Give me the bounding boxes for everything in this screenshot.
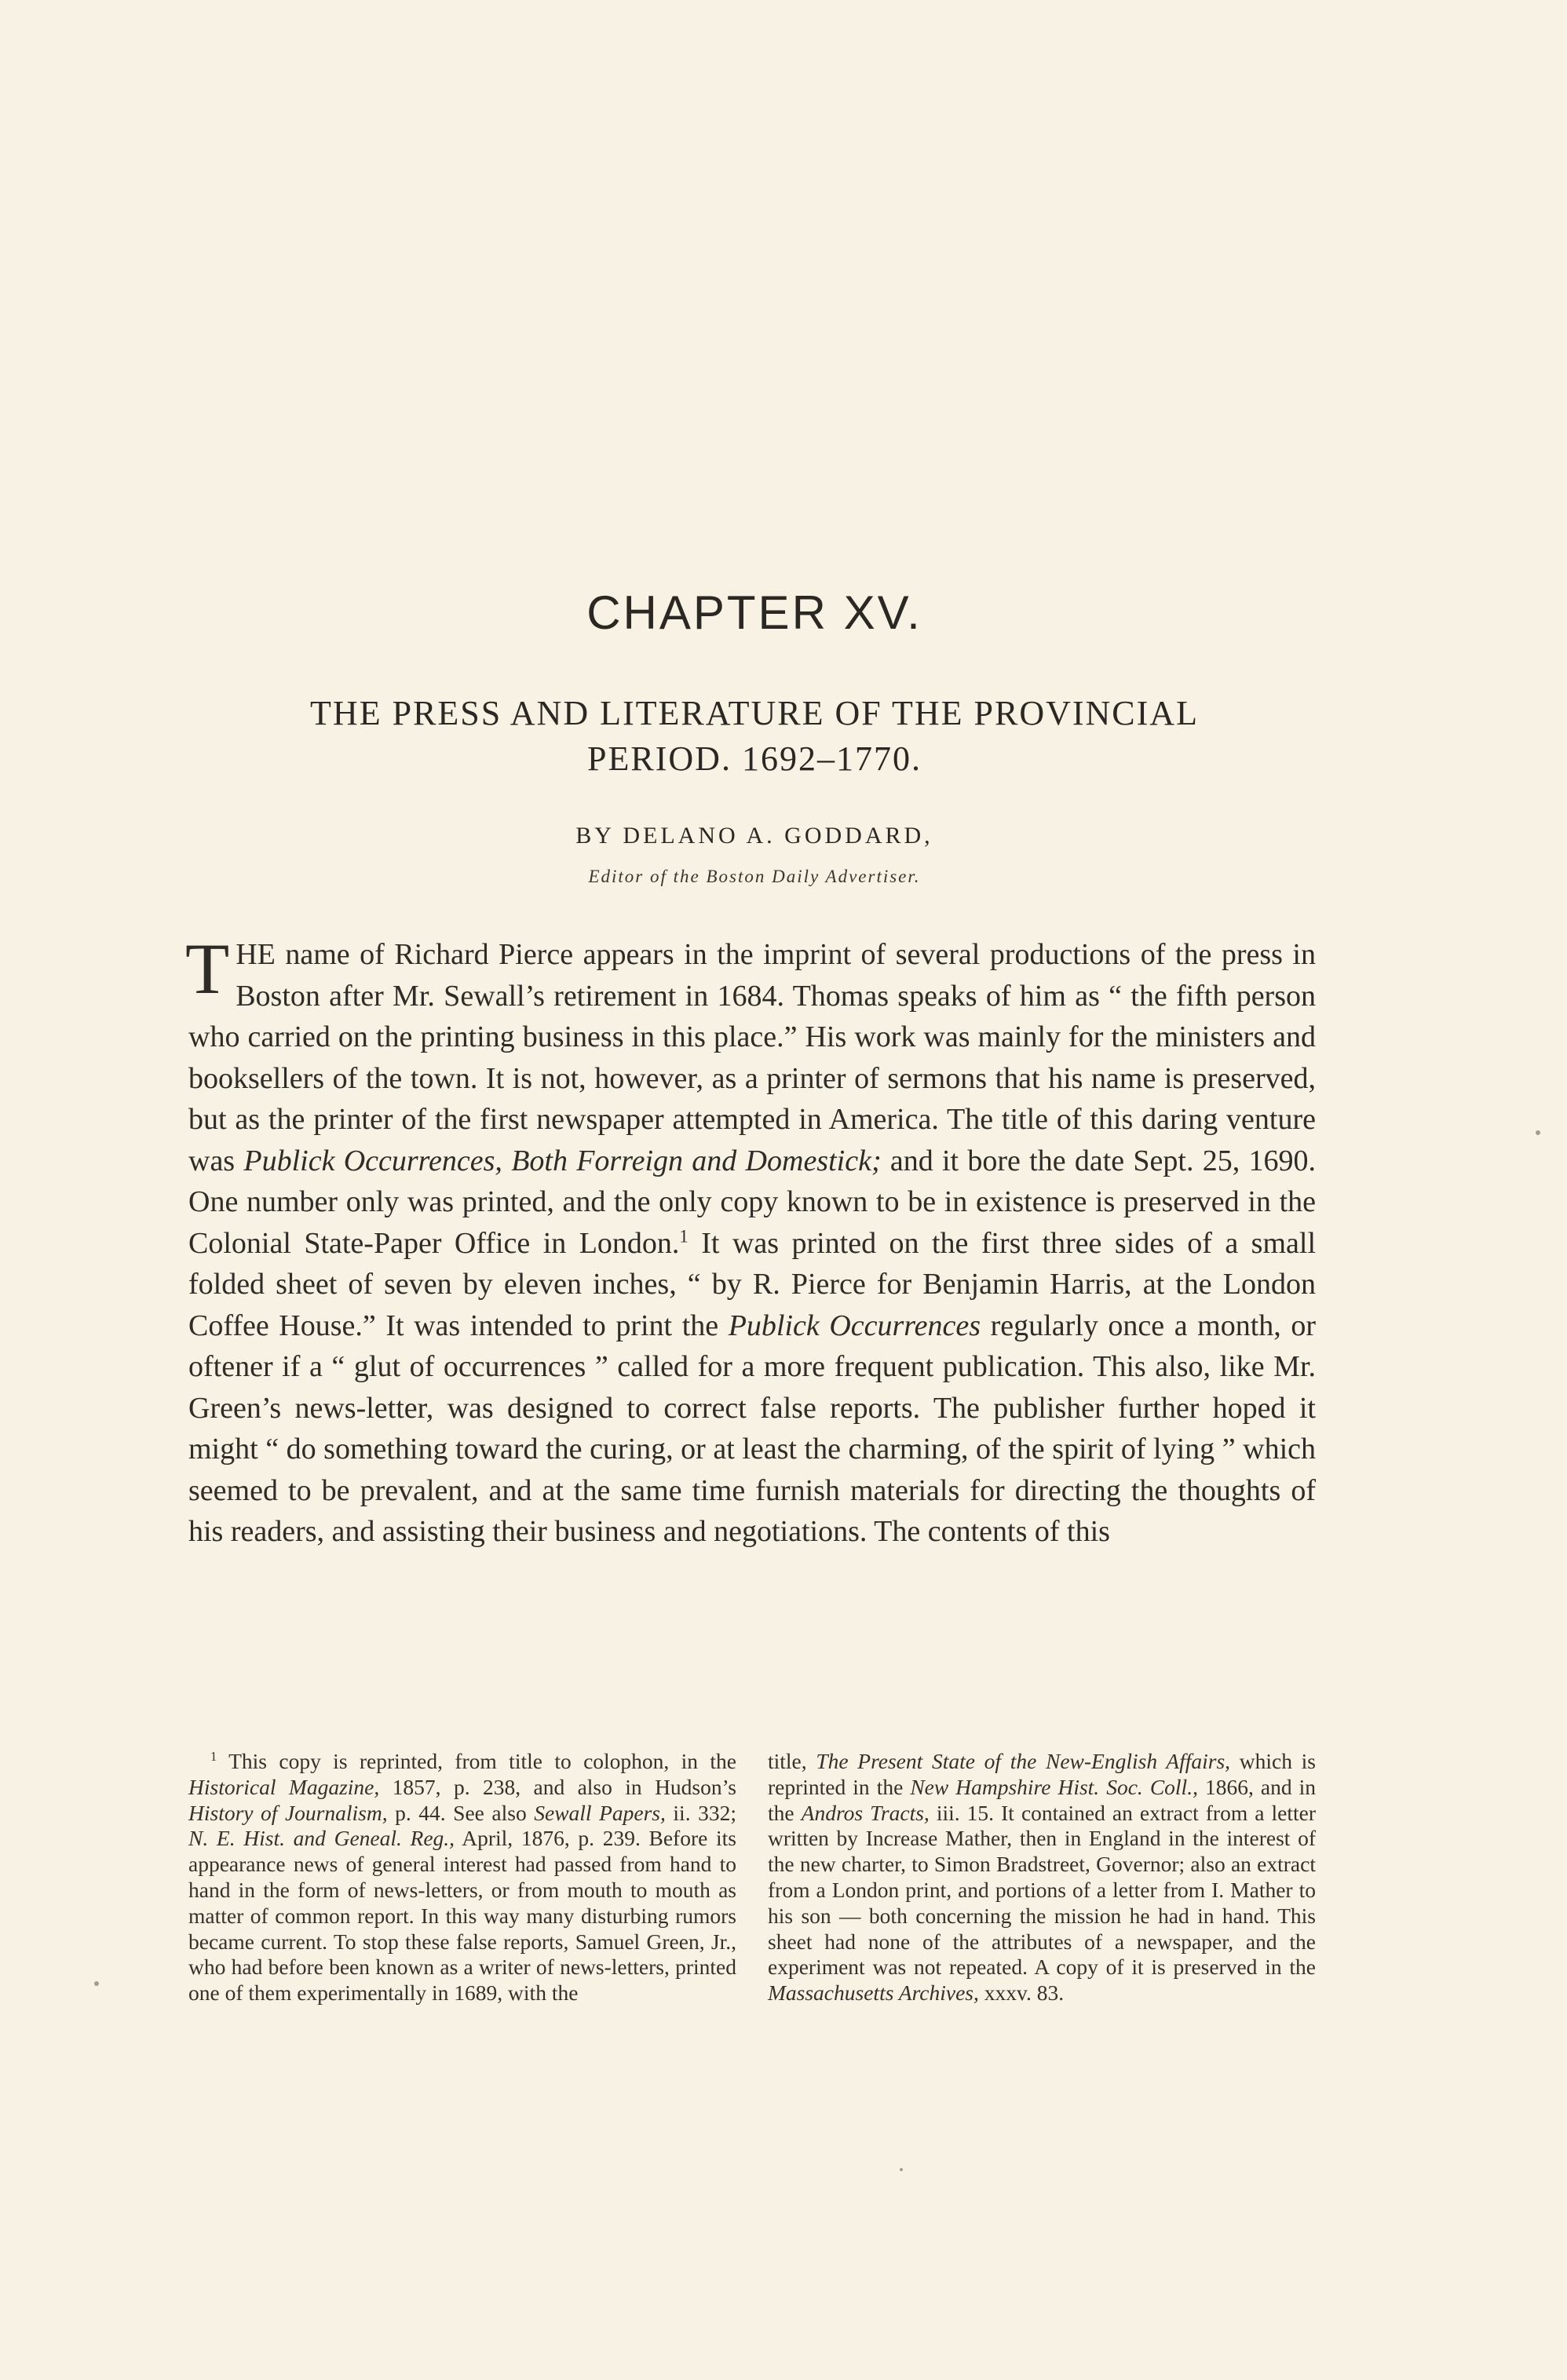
footnote-citation: N. E. Hist. and Geneal. Reg., xyxy=(188,1826,455,1851)
footnote-text: xxxv. 83. xyxy=(978,1980,1065,2006)
body-text-part-1: HE name of Richard Pierce appears in the imprint of several productions of the press in Boston after Mr. Sewall’s retirement in 1684. Thomas speaks of him as “ the fifth person who carried on the printing business in this place.” His work was mainly for the ministers and booksellers of the town. It is not, however, as a printer of sermons that his name is preserved, but as the printer of the first newspaper attempted in America. The title of this daring venture was xyxy=(188,938,1316,1177)
footnote-text: This copy is reprinted, from title to colophon, in the xyxy=(217,1749,736,1773)
footnote-text: which is reprinted in the xyxy=(768,1749,1316,1799)
subtitle-line-1: THE PRESS AND LITERATURE OF THE PROVINCIAL xyxy=(310,694,1199,732)
chapter-subtitle xyxy=(188,691,1320,782)
chapter-title: CHAPTER XV. xyxy=(586,586,922,639)
body-text-part-2: and it bore the date Sept. 25, 1690. One number only was printed, and the only copy known to be in existence is preserved in the Colonial State-Paper Office in London. xyxy=(188,1144,1316,1260)
footnote-text: April, 1876, p. 239. Before its appearance news of general interest had passed from hand to hand in the form of news-letters, or from mouth to mouth as matter of common report. In this way many disturbing rumors became current. To stop these false reports, Samuel Green, Jr., who had before been known as a writer of news-letters, printed one of them experimentally in 1689, with the xyxy=(188,1826,736,2006)
page-speck xyxy=(94,1981,99,1986)
footnote-citation: The Present State of the New-English Affairs, xyxy=(816,1749,1231,1773)
footnote-text: p. 44. See also xyxy=(387,1800,535,1825)
footnote-citation: Historical Magazine, xyxy=(188,1774,380,1799)
footnote-text: iii. 15. It contained an extract from a letter written by Increase Mather, then in England in the interest of the new charter, to Simon Bradstreet, Governor; also an extract from a London print, and portions of a letter from I. Mather to his son — both concerning the mission he had in hand. This sheet had none of the attributes of a newspaper, and the experiment was not repeated. A copy of it is preserved in the xyxy=(768,1800,1316,1980)
body-paragraph xyxy=(185,929,1317,1553)
page-speck xyxy=(900,2168,903,2171)
footnote-citation: New Hampshire Hist. Soc. Coll., xyxy=(910,1774,1198,1799)
footnote-citation: History of Journalism, xyxy=(188,1800,388,1825)
author-affiliation: Editor of the Boston Daily Advertiser. xyxy=(588,867,921,886)
footnote-column-right xyxy=(768,1749,1316,2006)
footnote-citation: Massachusetts Archives, xyxy=(768,1980,979,2006)
newspaper-title: Publick Occurrences, Both Forreign and Domestick; xyxy=(243,1144,882,1177)
newspaper-title-short: Publick Occurrences xyxy=(728,1309,981,1342)
footnote-reference: 1 xyxy=(679,1225,689,1246)
drop-cap: T xyxy=(185,929,230,1009)
subtitle-line-2: PERIOD. 1692–1770. xyxy=(587,739,922,778)
footnotes xyxy=(188,1749,1316,2006)
footnote-text: 1866, and in the xyxy=(768,1774,1316,1825)
footnote-number: 1 xyxy=(210,1748,217,1764)
page-speck xyxy=(1536,1130,1540,1135)
body-text-part-4: regularly once a month, or oftener if a “ glut of occurrences ” called for a more frequent publication. This also, like Mr. Green’s news-letter, was designed to correct false reports. The publisher further hoped it might “ do something toward the curing, or at least the charming, of the spirit of lying ” which seemed to be prevalent, and at the same time furnish materials for directing the thoughts of his readers, and assisting their business and negotiations. The contents of this xyxy=(188,1309,1316,1548)
body-text-part-3: It was printed on the first three sides of a small folded sheet of seven by eleven inches, “ by R. Pierce for Benjamin Harris, at the London Coffee House.” It was intended to print the xyxy=(188,1226,1317,1342)
footnote-text: title, xyxy=(768,1749,816,1773)
footnote-text: 1857, p. 238, and also in Hudson’s xyxy=(379,1774,736,1799)
footnote-text: ii. 332; xyxy=(665,1800,736,1825)
footnote-citation: Andros Tracts, xyxy=(801,1800,930,1825)
author-byline: BY DELANO A. GODDARD, xyxy=(575,823,933,849)
footnote-citation: Sewall Papers, xyxy=(534,1800,666,1825)
footnote-column-left xyxy=(188,1749,736,2006)
